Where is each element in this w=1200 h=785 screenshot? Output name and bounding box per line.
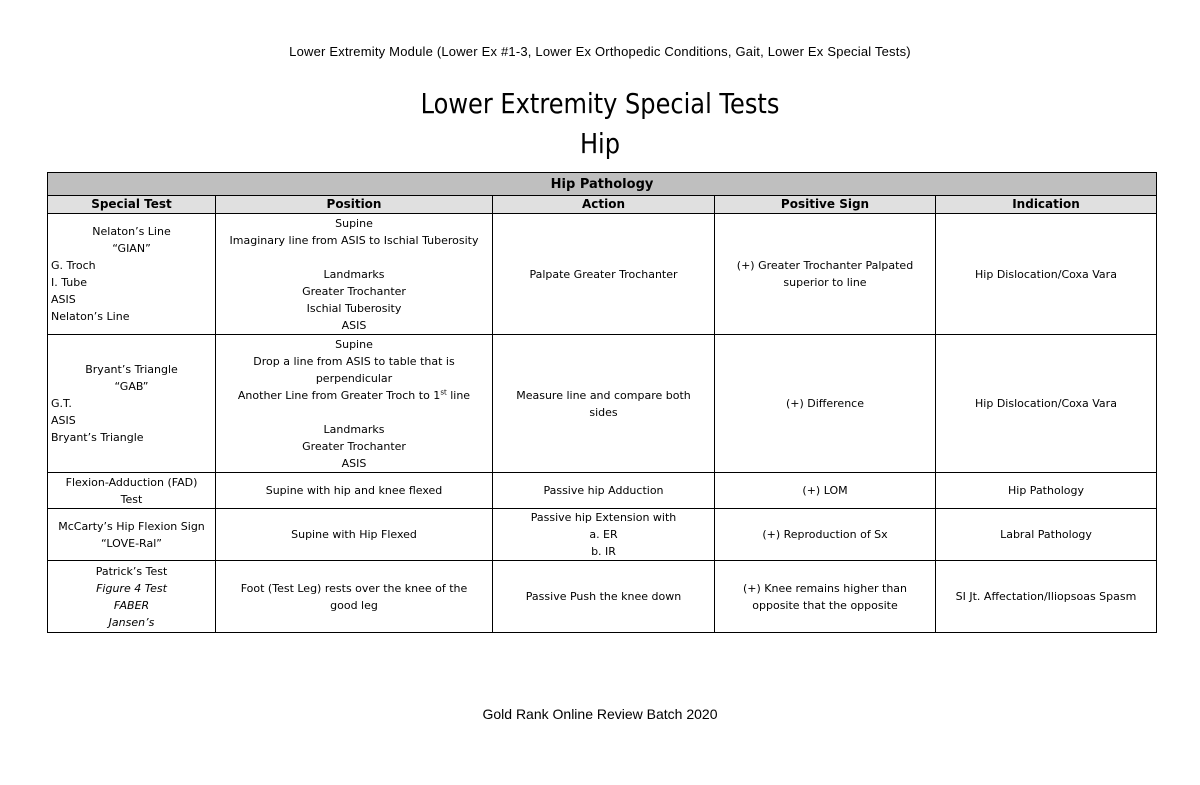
table-row [48,214,1157,335]
page-title [0,84,1200,164]
positive-sign-cell: (+) Knee remains higher than opposite that the opposite [715,561,936,633]
position-cell: Supine Drop a line from ASIS to table that is perpendicular Another Line from Greater Troch to 1st line Landmarks Greater Trochanter ASIS [216,335,493,473]
special-test-cell: McCarty’s Hip Flexion Sign “LOVE-Ral” [48,509,216,561]
table-row [48,509,1157,561]
table-header-row [48,196,1157,214]
special-test-cell: Nelaton’s Line “GIAN” G. Troch I. Tube ASIS Nelaton’s Line [48,214,216,335]
indication-cell: Hip Dislocation/Coxa Vara [936,214,1157,335]
column-header-indication: Indication [936,196,1157,214]
column-header-action: Action [493,196,715,214]
table-row [48,561,1157,633]
action-cell: Measure line and compare both sides [493,335,715,473]
column-header-positive-sign: Positive Sign [715,196,936,214]
table-row [48,473,1157,509]
action-cell: Passive hip Adduction [493,473,715,509]
position-cell: Supine with Hip Flexed [216,509,493,561]
action-cell: Passive Push the knee down [493,561,715,633]
positive-sign-cell: (+) LOM [715,473,936,509]
position-cell: Foot (Test Leg) rests over the knee of the good leg [216,561,493,633]
indication-cell: Labral Pathology [936,509,1157,561]
column-header-special-test: Special Test [48,196,216,214]
table-row [48,335,1157,473]
positive-sign-cell: (+) Difference [715,335,936,473]
indication-cell: SI Jt. Affectation/Iliopsoas Spasm [936,561,1157,633]
table-caption-row [48,173,1157,196]
special-test-cell: Flexion-Adduction (FAD) Test [48,473,216,509]
document-header: Lower Extremity Module (Lower Ex #1-3, Lower Ex Orthopedic Conditions, Gait, Lower Ex Special Tests) [289,44,911,59]
title-line-2: Hip [579,127,621,160]
indication-cell: Hip Pathology [936,473,1157,509]
positive-sign-cell: (+) Reproduction of Sx [715,509,936,561]
special-test-cell: Bryant’s Triangle “GAB” G.T. ASIS Bryant’s Triangle [48,335,216,473]
special-test-cell: Patrick’s Test Figure 4 Test FABER Jansen’s [48,561,216,633]
action-cell: Passive hip Extension with a. ER b. IR [493,509,715,561]
document-footer: Gold Rank Online Review Batch 2020 [482,706,718,722]
action-cell: Palpate Greater Trochanter [493,214,715,335]
hip-pathology-table [47,172,1157,633]
table-caption: Hip Pathology [48,173,1157,196]
position-cell: Supine Imaginary line from ASIS to Ischial Tuberosity Landmarks Greater Trochanter Ischial Tuberosity ASIS [216,214,493,335]
title-line-1: Lower Extremity Special Tests [420,87,780,120]
indication-cell: Hip Dislocation/Coxa Vara [936,335,1157,473]
column-header-position: Position [216,196,493,214]
position-cell: Supine with hip and knee flexed [216,473,493,509]
positive-sign-cell: (+) Greater Trochanter Palpated superior to line [715,214,936,335]
